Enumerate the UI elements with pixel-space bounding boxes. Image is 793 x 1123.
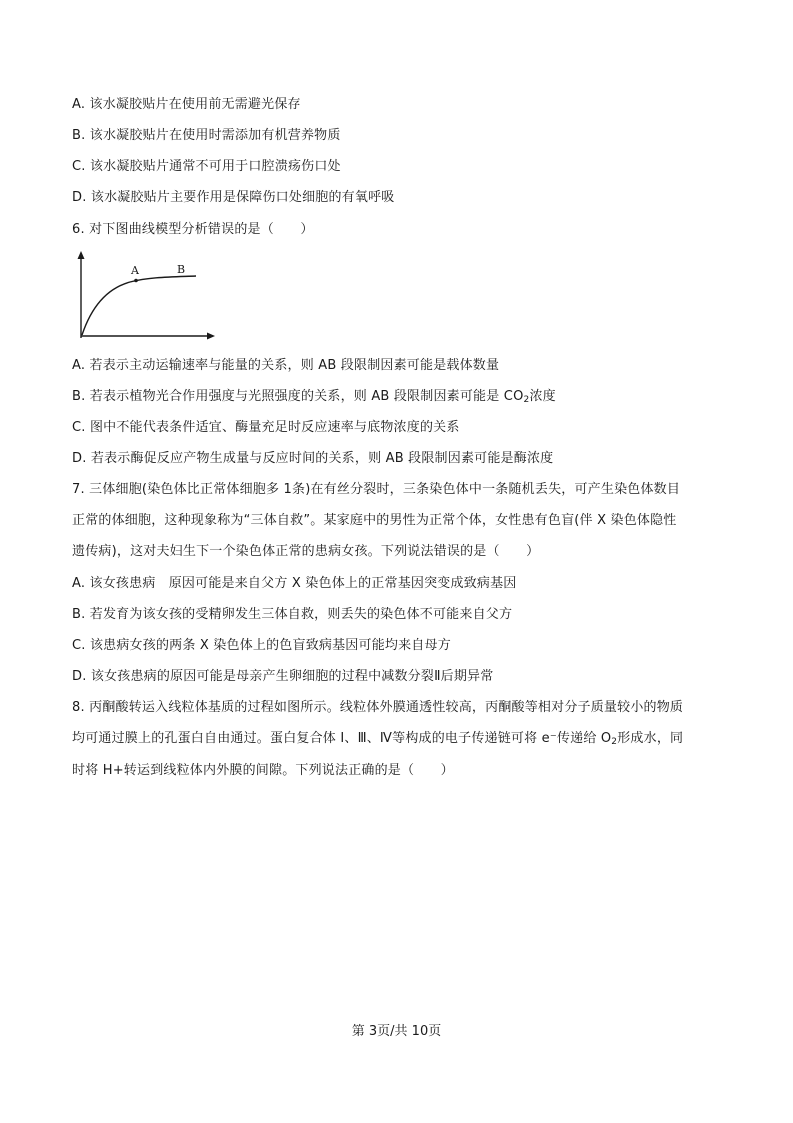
q7-stem-line-3: 遗传病)，这对夫妇生下一个染色体正常的患病女孩。下列说法错误的是（ ） — [72, 544, 540, 559]
q8-stem-line-2-text: 均可通过膜上的孔蛋白自由通过。蛋白复合体 I、Ⅲ、Ⅳ等构成的电子传递链可将 e⁻传递给 O — [72, 731, 612, 746]
q7-option-d: D. 该女孩患病的原因可能是母亲产生卵细胞的过程中减数分裂Ⅱ后期异常 — [72, 669, 494, 684]
q6-option-b-subscript: 2 — [523, 395, 530, 405]
q5-option-b: B. 该水凝胶贴片在使用时需添加有机营养物质 — [72, 128, 341, 143]
q7-option-a: A. 该女孩患病 原因可能是来自父方 X 染色体上的正常基因突变成致病基因 — [72, 576, 517, 591]
q6-curve-figure — [70, 250, 220, 345]
page-footer: 第 3页/共 10页 — [351, 1024, 442, 1039]
q6-stem: 6. 对下图曲线模型分析错误的是（ ） — [72, 222, 314, 237]
label-a: A — [131, 264, 139, 277]
point-a — [134, 279, 138, 283]
q8-stem-line-3: 时将 H+转运到线粒体内外膜的间隙。下列说法正确的是（ ） — [72, 763, 454, 778]
q6-option-b-tail: 浓度 — [529, 389, 556, 404]
q7-option-c: C. 该患病女孩的两条 X 染色体上的色盲致病基因可能均来自母方 — [72, 638, 451, 653]
q6-option-c: C. 图中不能代表条件适宜、酶量充足时反应速率与底物浓度的关系 — [72, 420, 460, 435]
q6-option-b — [72, 388, 556, 406]
q5-option-c: C. 该水凝胶贴片通常不可用于口腔溃疡伤口处 — [72, 159, 341, 174]
x-axis-arrow — [207, 333, 215, 340]
q8-stem-line-1: 8. 丙酮酸转运入线粒体基质的过程如图所示。线粒体外膜通透性较高，丙酮酸等相对分子质量较小的物质 — [72, 700, 684, 715]
saturation-curve — [82, 276, 196, 335]
q5-option-d: D. 该水凝胶贴片主要作用是保障伤口处细胞的有氧呼吸 — [72, 190, 395, 205]
q8-stem-line-2-tail: 形成水，同 — [617, 731, 684, 746]
q5-option-a: A. 该水凝胶贴片在使用前无需避光保存 — [72, 97, 301, 112]
label-b: B — [177, 263, 186, 276]
q6-option-d: D. 若表示酶促反应产物生成量与反应时间的关系，则 AB 段限制因素可能是酶浓度 — [72, 451, 554, 466]
q6-option-a: A. 若表示主动运输速率与能量的关系，则 AB 段限制因素可能是载体数量 — [72, 358, 500, 373]
q8-stem-line-2 — [72, 730, 683, 748]
q7-stem-line-1: 7. 三体细胞(染色体比正常体细胞多 1条)在有丝分裂时，三条染色体中一条随机丢失，可产生染色体数目 — [72, 482, 681, 497]
q6-option-b-text: B. 若表示植物光合作用强度与光照强度的关系，则 AB 段限制因素可能是 CO — [72, 389, 524, 404]
q7-stem-line-2: 正常的体细胞，这种现象称为“三体自救”。某家庭中的男性为正常个体，女性患有色盲(伴 X 染色体隐性 — [72, 513, 677, 528]
q7-option-b: B. 若发育为该女孩的受精卵发生三体自救，则丢失的染色体不可能来自父方 — [72, 607, 513, 622]
q8-stem-line-2-subscript: 2 — [611, 737, 618, 747]
y-axis-arrow — [78, 251, 85, 259]
